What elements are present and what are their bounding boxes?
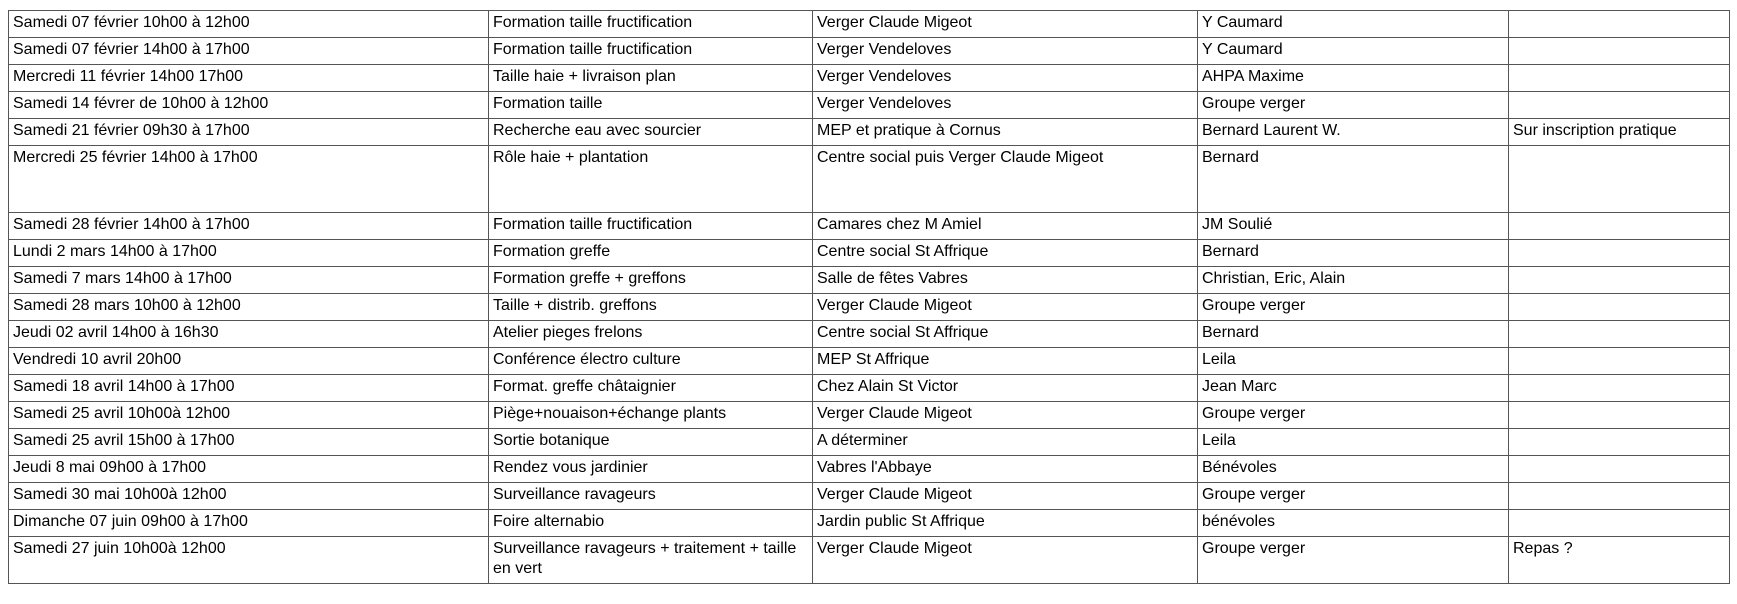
- place-cell: Verger Vendeloves: [813, 92, 1198, 119]
- note-cell: [1509, 429, 1730, 456]
- note-cell: [1509, 375, 1730, 402]
- activity-cell: Format. greffe châtaignier: [489, 375, 813, 402]
- table-row: [9, 146, 1730, 213]
- date-cell: Samedi 28 février 14h00 à 17h00: [9, 213, 489, 240]
- place-cell: Verger Vendeloves: [813, 65, 1198, 92]
- place-cell: Verger Claude Migeot: [813, 294, 1198, 321]
- table-row: [9, 213, 1730, 240]
- date-cell: Samedi 30 mai 10h00à 12h00: [9, 483, 489, 510]
- activity-cell: Rôle haie + plantation: [489, 146, 813, 213]
- activity-cell: Atelier pieges frelons: [489, 321, 813, 348]
- organizer-cell: Groupe verger: [1198, 92, 1509, 119]
- table-row: [9, 429, 1730, 456]
- table-row: [9, 375, 1730, 402]
- activity-cell: Formation taille: [489, 92, 813, 119]
- place-cell: Verger Claude Migeot: [813, 483, 1198, 510]
- table-row: [9, 510, 1730, 537]
- note-cell: [1509, 11, 1730, 38]
- activity-cell: Rendez vous jardinier: [489, 456, 813, 483]
- date-cell: Mercredi 25 février 14h00 à 17h00: [9, 146, 489, 213]
- date-cell: Samedi 07 février 14h00 à 17h00: [9, 38, 489, 65]
- organizer-cell: JM Soulié: [1198, 213, 1509, 240]
- activity-cell: Formation greffe + greffons: [489, 267, 813, 294]
- organizer-cell: Y Caumard: [1198, 11, 1509, 38]
- table-row: [9, 92, 1730, 119]
- activity-cell: Formation taille fructification: [489, 38, 813, 65]
- date-cell: Samedi 25 avril 10h00à 12h00: [9, 402, 489, 429]
- organizer-cell: Groupe verger: [1198, 483, 1509, 510]
- date-cell: Mercredi 11 février 14h00 17h00: [9, 65, 489, 92]
- activity-cell: Taille haie + livraison plan: [489, 65, 813, 92]
- date-cell: Samedi 27 juin 10h00à 12h00: [9, 537, 489, 584]
- place-cell: Verger Claude Migeot: [813, 537, 1198, 584]
- note-cell: [1509, 65, 1730, 92]
- date-cell: Jeudi 02 avril 14h00 à 16h30: [9, 321, 489, 348]
- organizer-cell: Groupe verger: [1198, 402, 1509, 429]
- note-cell: [1509, 510, 1730, 537]
- note-cell: [1509, 240, 1730, 267]
- note-cell: [1509, 321, 1730, 348]
- place-cell: Centre social St Affrique: [813, 321, 1198, 348]
- note-cell: [1509, 483, 1730, 510]
- table-row: [9, 456, 1730, 483]
- table-row: [9, 348, 1730, 375]
- organizer-cell: Groupe verger: [1198, 537, 1509, 584]
- activity-cell: Conférence électro culture: [489, 348, 813, 375]
- note-cell: [1509, 348, 1730, 375]
- date-cell: Samedi 25 avril 15h00 à 17h00: [9, 429, 489, 456]
- table-row: [9, 11, 1730, 38]
- place-cell: Centre social St Affrique: [813, 240, 1198, 267]
- organizer-cell: Bernard: [1198, 240, 1509, 267]
- table-row: [9, 483, 1730, 510]
- table-row: [9, 267, 1730, 294]
- note-cell: [1509, 38, 1730, 65]
- activity-cell: Formation greffe: [489, 240, 813, 267]
- place-cell: Camares chez M Amiel: [813, 213, 1198, 240]
- activity-cell: Formation taille fructification: [489, 213, 813, 240]
- place-cell: MEP et pratique à Cornus: [813, 119, 1198, 146]
- note-cell: [1509, 92, 1730, 119]
- activity-cell: Foire alternabio: [489, 510, 813, 537]
- place-cell: Verger Claude Migeot: [813, 402, 1198, 429]
- organizer-cell: AHPA Maxime: [1198, 65, 1509, 92]
- note-cell: [1509, 146, 1730, 213]
- date-cell: Samedi 7 mars 14h00 à 17h00: [9, 267, 489, 294]
- organizer-cell: Leila: [1198, 429, 1509, 456]
- place-cell: Jardin public St Affrique: [813, 510, 1198, 537]
- activity-cell: Taille + distrib. greffons: [489, 294, 813, 321]
- organizer-cell: Bernard: [1198, 146, 1509, 213]
- table-row: [9, 119, 1730, 146]
- organizer-cell: Y Caumard: [1198, 38, 1509, 65]
- date-cell: Samedi 28 mars 10h00 à 12h00: [9, 294, 489, 321]
- activity-cell: Sortie botanique: [489, 429, 813, 456]
- table-row: [9, 65, 1730, 92]
- schedule-table: [8, 10, 1730, 584]
- place-cell: Chez Alain St Victor: [813, 375, 1198, 402]
- note-cell: [1509, 402, 1730, 429]
- note-cell: [1509, 267, 1730, 294]
- date-cell: Vendredi 10 avril 20h00: [9, 348, 489, 375]
- place-cell: Verger Vendeloves: [813, 38, 1198, 65]
- place-cell: Verger Claude Migeot: [813, 11, 1198, 38]
- organizer-cell: Jean Marc: [1198, 375, 1509, 402]
- table-row: [9, 38, 1730, 65]
- organizer-cell: Groupe verger: [1198, 294, 1509, 321]
- activity-cell: Surveillance ravageurs: [489, 483, 813, 510]
- place-cell: MEP St Affrique: [813, 348, 1198, 375]
- date-cell: Samedi 18 avril 14h00 à 17h00: [9, 375, 489, 402]
- organizer-cell: bénévoles: [1198, 510, 1509, 537]
- table-row: [9, 321, 1730, 348]
- organizer-cell: Bernard Laurent W.: [1198, 119, 1509, 146]
- note-cell: Repas ?: [1509, 537, 1730, 584]
- note-cell: [1509, 456, 1730, 483]
- place-cell: Salle de fêtes Vabres: [813, 267, 1198, 294]
- date-cell: Dimanche 07 juin 09h00 à 17h00: [9, 510, 489, 537]
- organizer-cell: Leila: [1198, 348, 1509, 375]
- date-cell: Lundi 2 mars 14h00 à 17h00: [9, 240, 489, 267]
- table-row: [9, 402, 1730, 429]
- table-row: [9, 240, 1730, 267]
- note-cell: [1509, 213, 1730, 240]
- date-cell: Samedi 07 février 10h00 à 12h00: [9, 11, 489, 38]
- activity-cell: Recherche eau avec sourcier: [489, 119, 813, 146]
- place-cell: Vabres l'Abbaye: [813, 456, 1198, 483]
- activity-cell: Surveillance ravageurs + traitement + taille en vert: [489, 537, 813, 584]
- organizer-cell: Christian, Eric, Alain: [1198, 267, 1509, 294]
- place-cell: Centre social puis Verger Claude Migeot: [813, 146, 1198, 213]
- date-cell: Jeudi 8 mai 09h00 à 17h00: [9, 456, 489, 483]
- activity-cell: Piège+nouaison+échange plants: [489, 402, 813, 429]
- schedule-sheet: [8, 10, 1730, 584]
- table-row: [9, 537, 1730, 584]
- note-cell: Sur inscription pratique: [1509, 119, 1730, 146]
- date-cell: Samedi 21 février 09h30 à 17h00: [9, 119, 489, 146]
- organizer-cell: Bernard: [1198, 321, 1509, 348]
- organizer-cell: Bénévoles: [1198, 456, 1509, 483]
- activity-cell: Formation taille fructification: [489, 11, 813, 38]
- table-row: [9, 294, 1730, 321]
- date-cell: Samedi 14 févrer de 10h00 à 12h00: [9, 92, 489, 119]
- place-cell: A déterminer: [813, 429, 1198, 456]
- note-cell: [1509, 294, 1730, 321]
